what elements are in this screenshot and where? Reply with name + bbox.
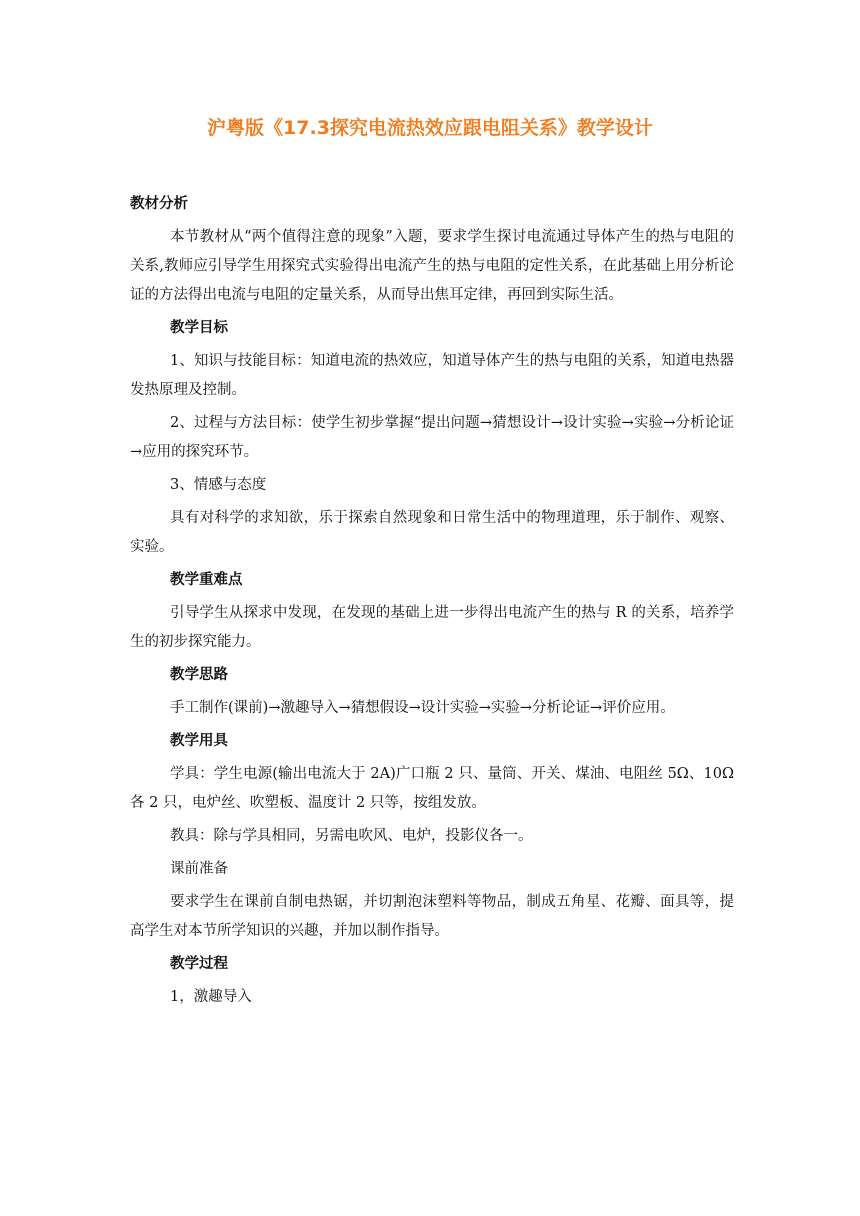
- paragraph-goal-1: 1、知识与技能目标：知道电流的热效应，知道导体产生的热与电阻的关系，知道电热器发热原理及控制。: [130, 353, 734, 398]
- section-heading-analysis: 教材分析: [130, 196, 188, 212]
- paragraph-prep: 要求学生在课前自制电热锯，并切割泡沫塑料等物品，制成五角星、花瓣、面具等，提高学生对本节所学知识的兴趣，并加以制作指导。: [130, 894, 734, 939]
- section-heading-tools: 教学用具: [170, 733, 228, 749]
- paragraph-goal-3-text: 具有对科学的求知欲，乐于探索自然现象和日常生活中的物理道理，乐于制作、观察、实验。: [130, 510, 734, 555]
- paragraph-tools-teacher: 教具：除与学具相同，另需电吹风、电炉，投影仪各一。: [170, 828, 533, 844]
- paragraph-idea: 手工制作(课前)→激趣导入→猜想假设→设计实验→实验→分析论证→评价应用。: [170, 700, 675, 716]
- paragraph-goal-3: 3、情感与态度: [170, 477, 267, 493]
- paragraph-process-step-1: 1，激趣导入: [170, 989, 252, 1005]
- paragraph-prep-heading: 课前准备: [170, 861, 228, 877]
- document-body: [130, 190, 734, 1012]
- document-title: 沪粤版《17.3探究电流热效应跟电阻关系》教学设计: [207, 117, 653, 139]
- paragraph-key: 引导学生从探求中发现，在发现的基础上进一步得出电流产生的热与 R 的关系，培养学生的初步探究能力。: [130, 605, 734, 650]
- section-heading-goals: 教学目标: [170, 320, 228, 336]
- paragraph-tools-student: 学具：学生电源(输出电流大于 2A)广口瓶 2 只、量筒、开关、煤油、电阻丝 5Ω、10Ω各 2 只，电炉丝、吹塑板、温度计 2 只等，按组发放。: [130, 766, 734, 811]
- paragraph-goal-2: 2、过程与方法目标：使学生初步掌握“提出问题→猜想设计→设计实验→实验→分析论证→应用的探究环节。: [130, 415, 734, 460]
- paragraph-analysis: 本节教材从“两个值得注意的现象”入题，要求学生探讨电流通过导体产生的热与电阻的关系,教师应引导学生用探究式实验得出电流产生的热与电阻的定性关系，在此基础上用分析论证的方法得出电流与电阻的定量关系，从而导出焦耳定律，再回到实际生活。: [130, 229, 734, 303]
- section-heading-idea: 教学思路: [170, 667, 228, 683]
- section-heading-key: 教学重难点: [170, 572, 243, 588]
- section-heading-process: 教学过程: [170, 956, 228, 972]
